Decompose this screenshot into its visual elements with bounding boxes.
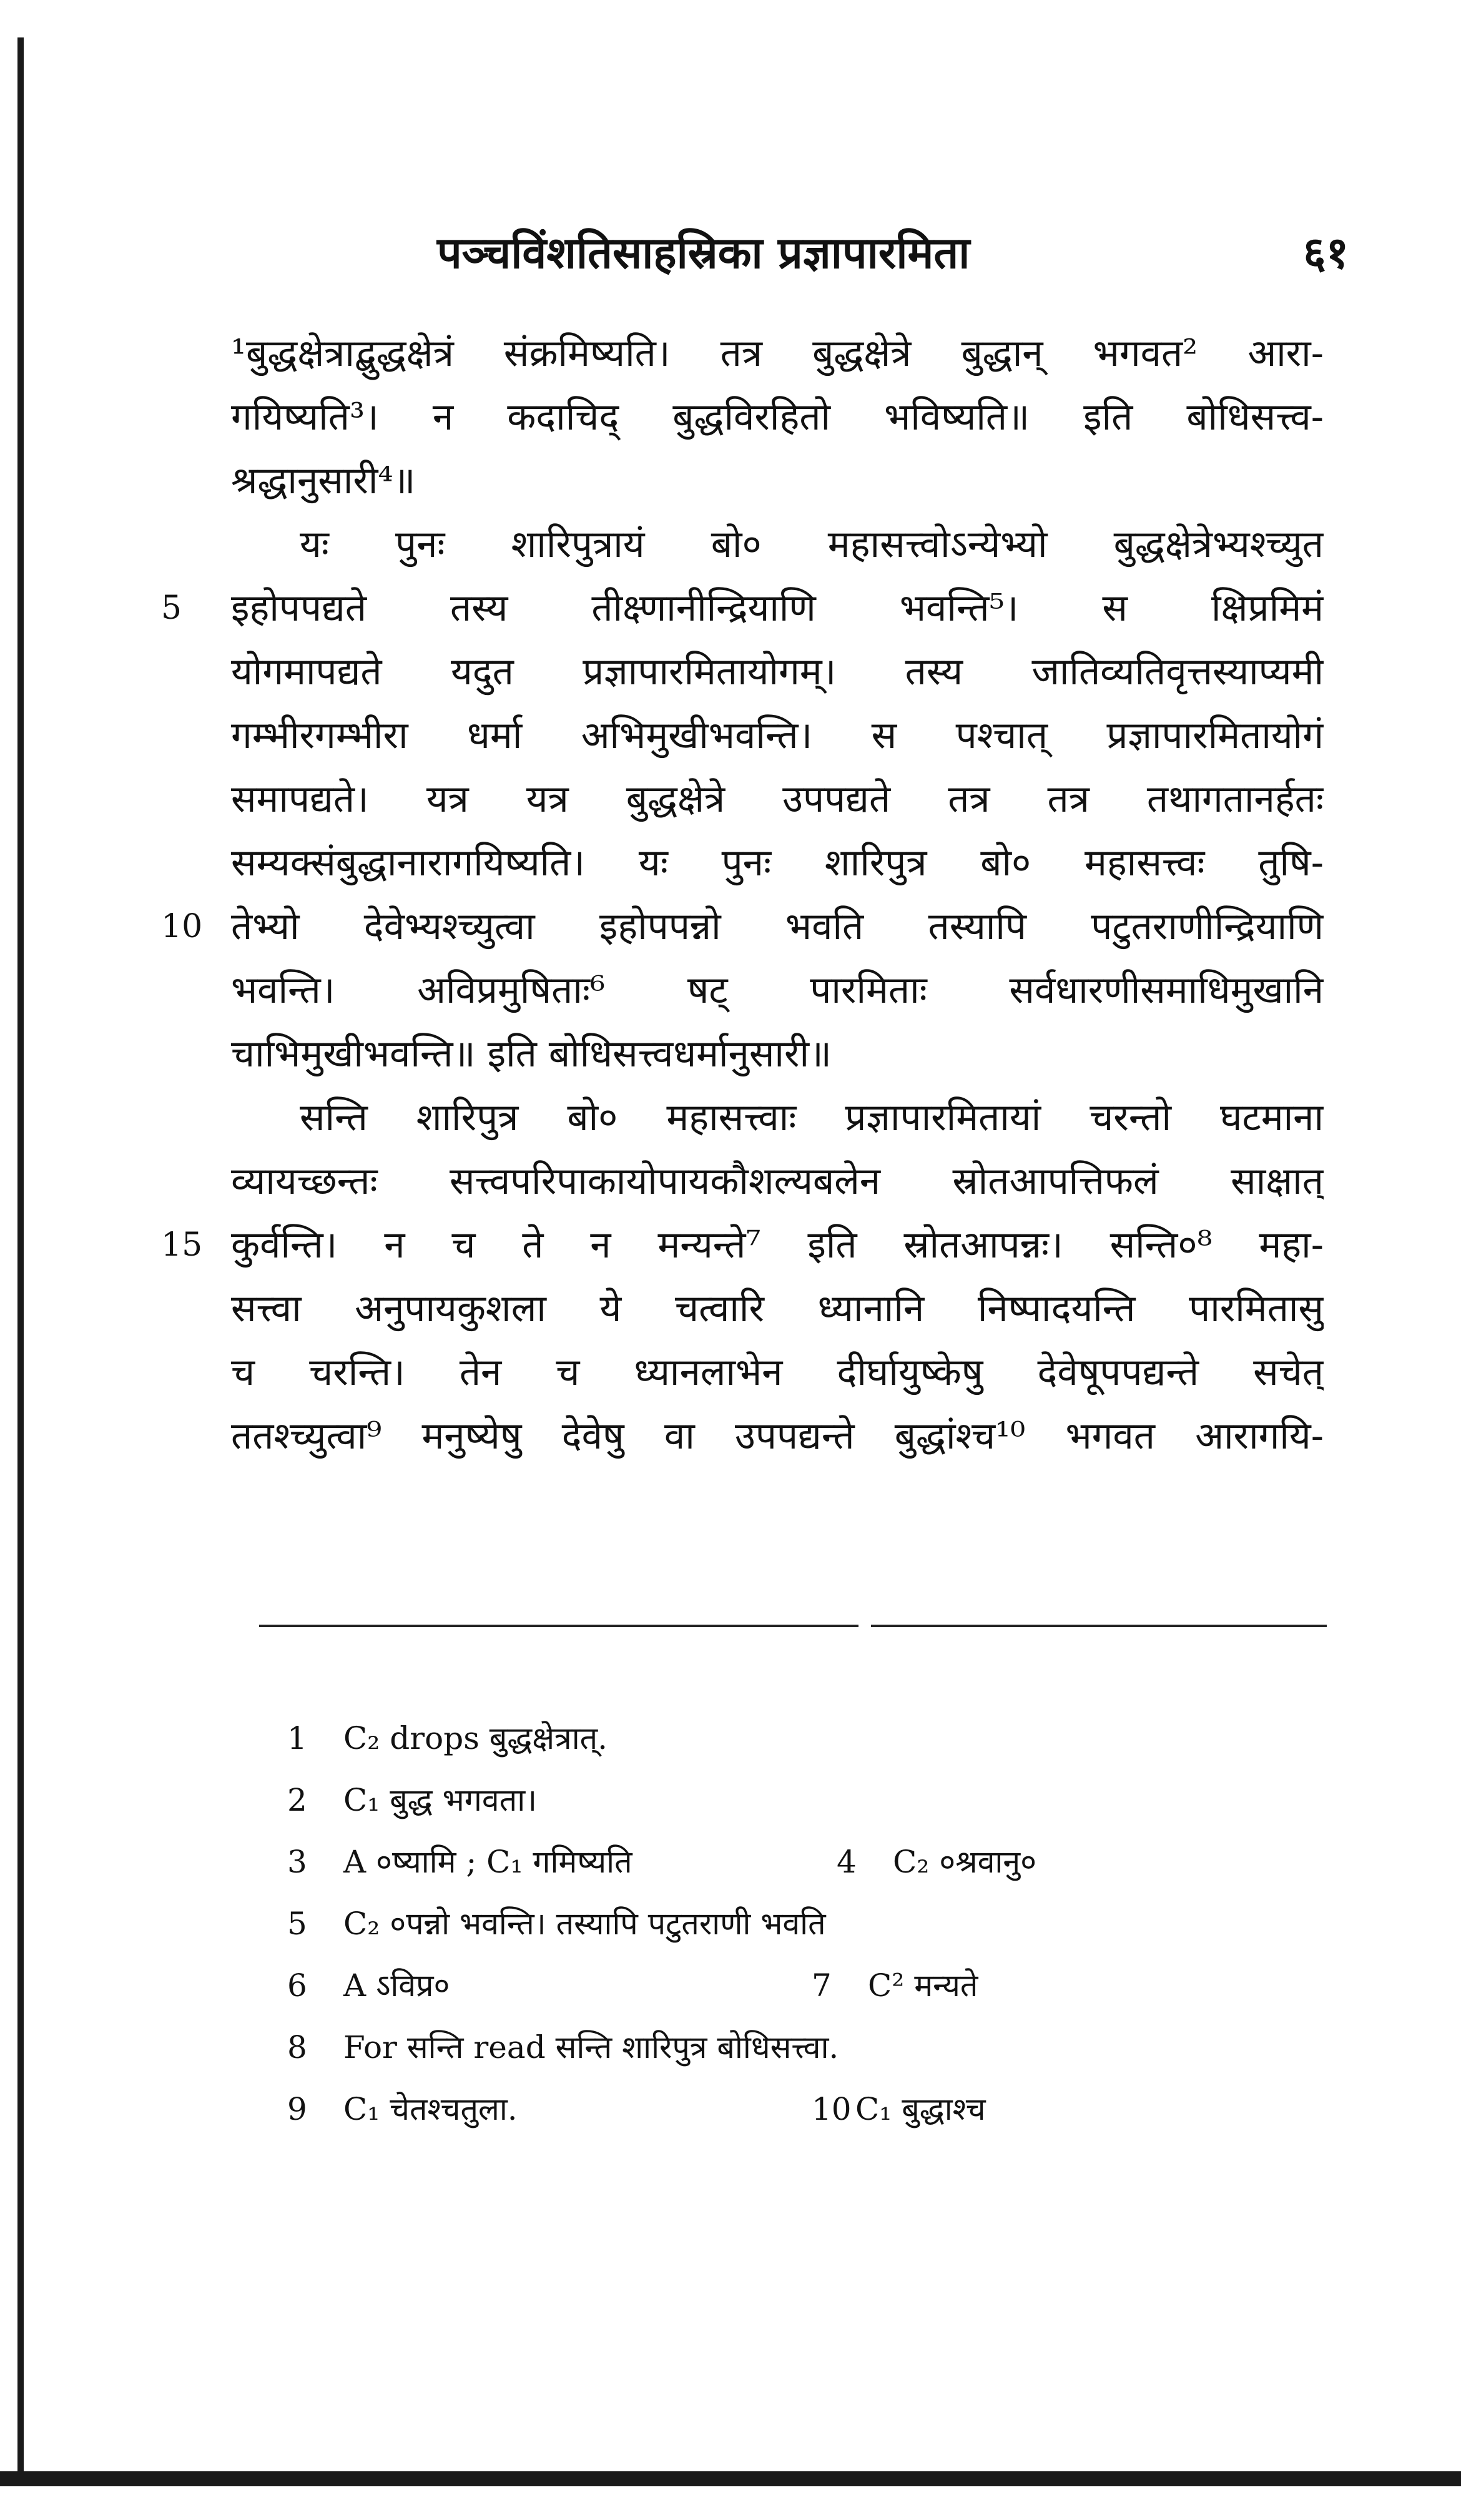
footnote-text: C₁ चेतश्चतुला. [343,2091,518,2127]
footnote-rule [259,1625,858,1627]
footnote-row [287,2079,1286,2140]
footnote-number: 5 [287,1906,307,1942]
footnote-number: 6 [287,1967,307,2004]
line-number: 15 [161,1226,203,1264]
text-line: भवन्ति। अविप्रमुषिताः⁶ षट् पारमिताः सर्वधारणीसमाधिमुखानि [231,968,1324,1012]
footnote-text: C₂ ०पन्नो भवन्ति। तस्यापि पटुतराणी भवति [343,1906,826,1942]
text-line: समापद्यते। यत्र यत्र बुद्धक्षेत्रे उपपद्यते तत्र तत्र तथागतानर्हतः [231,777,1324,821]
text-line: सत्त्वा अनुपायकुशला ये चत्वारि ध्यानानि निष्पादयन्ति पारमितासु [231,1287,1324,1331]
footnote-number: 10 [812,2091,852,2127]
footnote-text: C² मन्यते [868,1967,978,2004]
footnote [812,2079,986,2140]
footnote-number: 2 [287,1782,307,1818]
footnote-text: C₁ बुद्ध भगवता। [343,1782,538,1818]
footnote-text: A ऽविप्र० [343,1967,450,2004]
text-line: ततश्च्युत्वा⁹ मनुष्येषु देवेषु वा उपपद्यन्ते बुद्धांश्च¹⁰ भगवत आरागयि- [231,1414,1324,1458]
running-title: पञ्चविंशतिसाहस्रिका प्रज्ञापारमिता [437,227,970,278]
footnote-number: 1 [287,1720,307,1756]
page-bottom-edge [0,2471,1461,2486]
footnote [287,1708,608,1769]
main-text [231,322,1324,1468]
footnote-text: C₂ ०श्रवानु० [893,1844,1037,1880]
footnote [287,1831,632,1893]
text-line: यः पुनः शारिपुत्रायं बो० महासत्त्वोऽन्येभ्यो बुद्धक्षेत्रेभ्यश्च्युत [300,523,1324,566]
footnote-row [287,1708,1286,1769]
text-line: तेभ्यो देवेभ्यश्च्युत्वा इहोपपन्नो भवति तस्यापि पटुतराणीन्द्रियाणि [231,905,1324,948]
footnote [287,2017,839,2079]
footnote-row [287,1955,1286,2017]
footnote-number: 8 [287,2029,307,2065]
page-left-edge [17,37,24,2473]
footnote-row [287,1831,1286,1893]
footnote-row [287,1893,1286,1955]
text-line: योगमापद्यते यदुत प्रज्ञापारमितायोगम्। तस्य जातिव्यतिवृत्तस्याप्यमी [231,650,1324,694]
text-line: कुर्वन्ति। न च ते न मन्यन्ते⁷ इति स्रोतआपन्नः। सन्ति०⁸ महा- [231,1223,1324,1267]
line-number: 10 [161,908,203,945]
text-line: चाभिमुखीभवन्ति॥ इति बोधिसत्त्वधर्मानुसारी॥ [231,1032,832,1076]
footnote-number: 9 [287,2091,307,2127]
text-line: व्यायच्छन्तः सत्त्वपरिपाकायोपायकौशल्यबलेन स्रोतआपत्तिफलं साक्षात् [231,1159,1324,1203]
footnote-number: 3 [287,1844,307,1880]
text-line: इहोपपद्यते तस्य तीक्ष्णानीन्द्रियाणि भवन्ति⁵। स क्षिप्रमिमं [231,586,1324,630]
footnote [287,1955,450,2017]
footnote-number: 7 [812,1967,832,2004]
footnote [287,1769,537,1831]
footnote-row [287,1769,1286,1831]
footnote-text: C₂ drops बुद्धक्षेत्रात्. [343,1720,608,1756]
text-line: श्रद्धानुसारी⁴॥ [231,459,416,503]
text-line: गम्भीरगम्भीरा धर्मा अभिमुखीभवन्ति। स पश्चात् प्रज्ञापारमितायोगं [231,714,1324,757]
text-line: च चरन्ति। तेन च ध्यानलाभेन दीर्घायुष्केषु देवेषूपपद्यन्ते सचेत् [231,1351,1324,1394]
text-line: ¹बुद्धक्षेत्राद्बुद्धक्षेत्रं संक्रमिष्यति। तत्र बुद्धक्षेत्रे बुद्धान् भगवत² आरा- [231,332,1324,375]
footnote-text: A ०ष्यामि ; C₁ गमिष्यति [343,1844,632,1880]
footnote-number: 4 [837,1844,857,1880]
footnote [837,1831,1036,1893]
text-line: गयिष्यति³। न कदाचिद् बुद्धविरहितो भविष्यति॥ इति बोधिसत्त्व- [231,395,1324,439]
text-line: सन्ति शारिपुत्र बो० महासत्त्वाः प्रज्ञापारमितायां चरन्तो घटमाना [300,1096,1324,1139]
footnote [287,2079,518,2140]
line-number: 5 [161,589,182,627]
page-header [437,215,1349,290]
footnotes [287,1708,1286,2140]
footnote-rule [871,1625,1327,1627]
footnote [812,1955,978,2017]
page-number: ६१ [1303,227,1349,278]
text-line: सम्यक्संबुद्धानारागयिष्यति। यः पुनः शारिपुत्र बो० महासत्त्वः तुषि- [231,841,1324,885]
footnote [287,1893,826,1955]
footnote-text: For सन्ति read सन्ति शारिपुत्र बोधिसत्त्वा. [343,2029,839,2065]
footnote-row [287,2017,1286,2079]
footnote-text: C₁ बुद्धाश्च [855,2091,986,2127]
